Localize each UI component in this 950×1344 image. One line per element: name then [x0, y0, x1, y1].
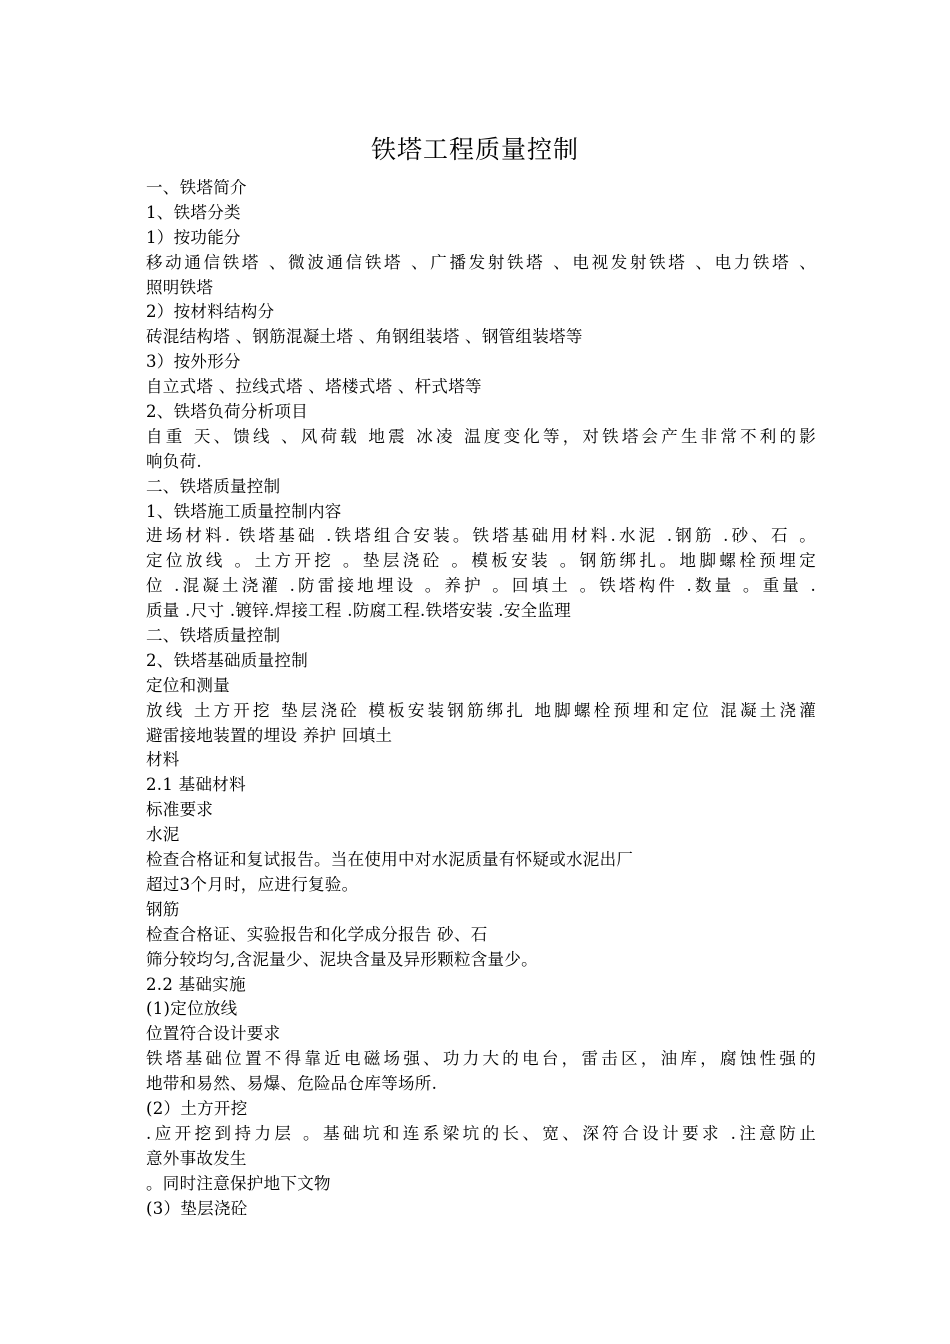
- subsection-heading: 2、铁塔负荷分析项目: [146, 402, 308, 422]
- text-line: 照明铁塔: [146, 277, 214, 297]
- text-line: 位 .混凝土浇灌 .防雷接地埋设 。养护 。回填土 。铁塔构件 .数量 。重量 .: [146, 576, 816, 596]
- item-heading: (1)定位放线: [146, 999, 238, 1019]
- document-body: [146, 176, 816, 1221]
- text-line: 地带和易然、易爆、危险品仓库等场所.: [146, 1074, 438, 1094]
- subsection-heading: 1、铁塔施工质量控制内容: [146, 501, 342, 521]
- section-heading: 二、铁塔质量控制: [146, 626, 281, 646]
- item-heading: 2）按材料结构分: [146, 302, 275, 322]
- text-line: 铁塔基础位置不得靠近电磁场强、功力大的电台，雷击区，油库，腐蚀性强的: [146, 1049, 816, 1069]
- text-line: 检查合格证、实验报告和化学成分报告 砂、石: [146, 924, 488, 944]
- item-heading: (2）土方开挖: [146, 1098, 248, 1118]
- text-line: 砖混结构塔 、钢筋混凝土塔 、角钢组装塔 、钢管组装塔等: [146, 327, 583, 347]
- text-line: 位置符合设计要求: [146, 1024, 281, 1044]
- item-heading: (3）垫层浇砼: [146, 1198, 248, 1218]
- text-line: 响负荷.: [146, 451, 202, 471]
- text-line: 避雷接地装置的埋设 养护 回填土: [146, 725, 393, 745]
- text-line: 质量 .尺寸 .镀锌.焊接工程 .防腐工程.铁塔安装 .安全监理: [146, 601, 572, 621]
- document-title: 铁塔工程质量控制: [370, 135, 579, 164]
- text-line: 标准要求: [146, 800, 214, 820]
- text-line: 。同时注意保护地下文物: [146, 1173, 331, 1193]
- text-line: 筛分较均匀,含泥量少、泥块含量及异形颗粒含量少。: [146, 949, 538, 969]
- section-heading: 二、铁塔质量控制: [146, 476, 281, 496]
- section-heading: 一、铁塔简介: [146, 178, 247, 197]
- text-line: 自重 天、馈线 、风荷载 地震 冰凌 温度变化等，对铁塔会产生非常不利的影: [146, 426, 816, 446]
- text-line: .应开挖到持力层 。基础坑和连系梁坑的长、宽、深符合设计要求 .注意防止: [146, 1123, 816, 1143]
- text-line: 水泥: [146, 825, 180, 845]
- text-line: 钢筋: [146, 899, 180, 919]
- text-line: 意外事故发生: [146, 1148, 247, 1168]
- text-line: 自立式塔 、拉线式塔 、塔楼式塔 、杆式塔等: [146, 377, 482, 397]
- item-heading: 1）按功能分: [146, 227, 241, 247]
- subsection-heading: 2.2 基础实施: [146, 974, 246, 994]
- text-line: 材料: [146, 750, 180, 770]
- text-line: 超过3个月时，应进行复验。: [146, 874, 359, 894]
- text-line: 进场材料. 铁塔基础 .铁塔组合安装。铁塔基础用材料.水泥 .钢筋 .砂、石 。: [146, 526, 816, 546]
- item-heading: 3）按外形分: [146, 352, 241, 372]
- subsection-heading: 2、铁塔基础质量控制: [146, 650, 308, 670]
- subsection-heading: 2.1 基础材料: [146, 775, 246, 795]
- text-line: 定位放线 。土方开挖 。垫层浇砼 。模板安装 。钢筋绑扎。地脚螺栓预埋定: [146, 551, 816, 571]
- text-line: 移动通信铁塔 、微波通信铁塔 、广播发射铁塔 、电视发射铁塔 、电力铁塔 、: [146, 252, 816, 272]
- text-line: 定位和测量: [146, 675, 230, 695]
- text-line: 放线 土方开挖 垫层浇砼 模板安装钢筋绑扎 地脚螺栓预埋和定位 混凝土浇灌: [146, 700, 816, 720]
- text-line: 检查合格证和复试报告。当在使用中对水泥质量有怀疑或水泥出厂: [146, 850, 634, 870]
- subsection-heading: 1、铁塔分类: [146, 202, 241, 222]
